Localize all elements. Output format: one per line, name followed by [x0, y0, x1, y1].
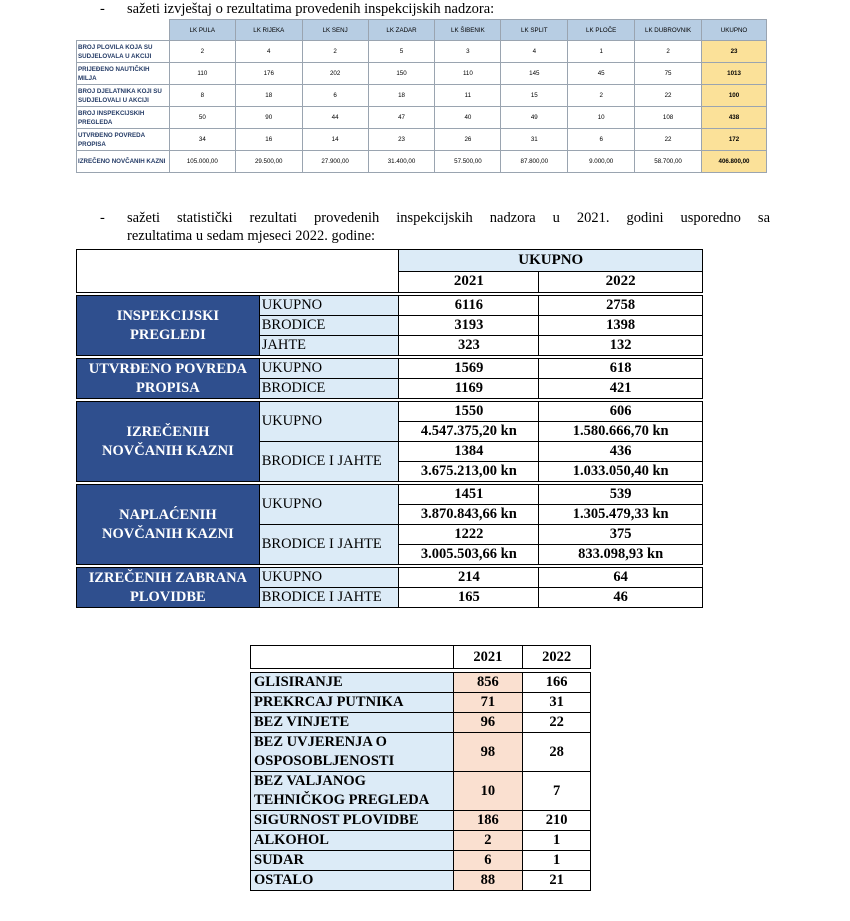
cell-value: 87.800,00 [501, 151, 568, 173]
category-inspekcijski-pregledi [77, 296, 260, 356]
cell-value: 44 [302, 107, 368, 129]
bullet-dash: - [100, 210, 105, 226]
violation-label [251, 693, 454, 713]
statistics-comparison-table [76, 249, 703, 608]
cell-value: 2 [169, 41, 235, 63]
category-line: PREGLEDI [129, 326, 206, 343]
value-2022: 1 [523, 831, 591, 851]
cell-value: 45 [568, 63, 635, 85]
table-row [251, 871, 591, 891]
value-2022: 1398 [539, 316, 703, 336]
cell-value: 23 [368, 129, 435, 151]
row-label: BRODICE [259, 379, 399, 399]
cell-value: 2 [302, 41, 368, 63]
cell-value: 75 [635, 63, 702, 85]
row-label: UTVRĐENO POVREDA PROPISA [77, 129, 170, 151]
row-label: BRODICE I JAHTE [259, 588, 399, 608]
table1-header-harbor: LK ZADAR [368, 20, 435, 41]
table1-header-harbor: LK ŠIBENIK [435, 20, 501, 41]
summary-table-by-harbor [76, 19, 767, 173]
value-2021: 323 [399, 336, 539, 356]
cell-value: 110 [169, 63, 235, 85]
amount-2021: 3.005.503,66 kn [399, 545, 539, 565]
cell-value: 145 [501, 63, 568, 85]
amount-2021: 4.547.375,20 kn [399, 422, 539, 442]
amount-2022: 1.305.479,33 kn [539, 505, 703, 525]
cell-value: 57.500,00 [435, 151, 501, 173]
cell-value: 58.700,00 [635, 151, 702, 173]
category-line: IZREČENIH ZABRANA [88, 569, 248, 586]
value-2021: 186 [453, 811, 523, 831]
cell-value: 1 [568, 41, 635, 63]
value-2022: 421 [539, 379, 703, 399]
bullet-text: sažeti izvještaj o rezultatima provedenih inspekcijskih nadzora: [127, 1, 495, 17]
violation-label-line: SUDAR [254, 852, 304, 868]
table-row [77, 41, 767, 63]
count-2021: 1384 [399, 442, 539, 462]
violation-label-line: OSTALO [254, 872, 314, 888]
row-label: UKUPNO [259, 485, 399, 525]
row-label: UKUPNO [259, 296, 399, 316]
table-row [251, 851, 591, 871]
table-row [251, 713, 591, 733]
value-2022: 618 [539, 359, 703, 379]
table-row [77, 485, 703, 505]
cell-value: 6 [302, 85, 368, 107]
value-2022: 166 [523, 673, 591, 693]
cell-value: 176 [235, 63, 302, 85]
cell-value: 110 [435, 63, 501, 85]
cell-value: 29.500,00 [235, 151, 302, 173]
bullet-intro-2 [100, 210, 770, 246]
bullet-text-line2: rezultatima u sedam mjeseci 2022. godine: [127, 228, 376, 244]
bullet-intro-1 [100, 1, 780, 19]
table-row [77, 359, 703, 379]
table2-year-2021: 2021 [399, 271, 539, 293]
cell-value: 22 [635, 85, 702, 107]
violation-label-line: PREKRCAJ PUTNIKA [254, 694, 404, 710]
table1-header-total: UKUPNO [702, 20, 767, 41]
value-2021: 71 [453, 693, 523, 713]
cell-value: 14 [302, 129, 368, 151]
cell-value: 4 [235, 41, 302, 63]
value-2022: 46 [539, 588, 703, 608]
value-2021: 165 [399, 588, 539, 608]
amount-2022: 1.033.050,40 kn [539, 462, 703, 482]
cell-value: 34 [169, 129, 235, 151]
value-2022: 210 [523, 811, 591, 831]
count-2022: 375 [539, 525, 703, 545]
cell-value: 10 [568, 107, 635, 129]
row-label: BRODICE I JAHTE [259, 442, 399, 482]
amount-2022: 833.098,93 kn [539, 545, 703, 565]
row-label: UKUPNO [259, 568, 399, 588]
table-row [77, 85, 767, 107]
cell-total: 23 [702, 41, 767, 63]
category-line: PROPISA [136, 379, 200, 396]
violation-label [251, 871, 454, 891]
table-row [77, 129, 767, 151]
violation-label-line: ALKOHOL [254, 832, 329, 848]
amount-2021: 3.675.213,00 kn [399, 462, 539, 482]
count-2022: 606 [539, 402, 703, 422]
bullet-text-line1: sažeti statistički rezultati provedenih inspekcijskih nadzora u 2021. godini usporedno sa [127, 210, 770, 226]
table1-header-harbor: LK PULA [169, 20, 235, 41]
category-line: NAPLAĆENIH [119, 506, 217, 523]
count-2021: 1550 [399, 402, 539, 422]
count-2022: 436 [539, 442, 703, 462]
cell-value: 3 [435, 41, 501, 63]
violation-label [251, 673, 454, 693]
violation-label-line: OSPOSOBLJENOSTI [254, 753, 395, 769]
table1-header-harbor: LK RIJEKA [235, 20, 302, 41]
table1-corner [77, 20, 170, 41]
category-line: INSPEKCIJSKI [116, 307, 220, 324]
cell-value: 47 [368, 107, 435, 129]
category-line: NOVČANIH KAZNI [102, 525, 234, 542]
value-2021: 2 [453, 831, 523, 851]
value-2021: 1169 [399, 379, 539, 399]
violation-label-line: BEZ VINJETE [254, 714, 350, 730]
value-2022: 2758 [539, 296, 703, 316]
cell-value: 202 [302, 63, 368, 85]
cell-value: 50 [169, 107, 235, 129]
category-izrecenih-zabrana-plovidbe [77, 568, 260, 608]
count-2021: 1222 [399, 525, 539, 545]
row-label: IZREČENO NOVČANIH KAZNI [77, 151, 170, 173]
row-label: BROJ DJELATNIKA KOJI SU SUDJELOVALI U AKCIJI [77, 85, 170, 107]
violation-label [251, 811, 454, 831]
table2-header-ukupno: UKUPNO [399, 250, 703, 272]
cell-value: 15 [501, 85, 568, 107]
table2-corner [77, 250, 399, 293]
row-label: BRODICE I JAHTE [259, 525, 399, 565]
category-naplacenih-novcanih-kazni [77, 485, 260, 565]
violation-label-line: SIGURNOST PLOVIDBE [254, 812, 419, 828]
violation-label-line: BEZ VALJANOG [254, 773, 366, 789]
cell-value: 108 [635, 107, 702, 129]
cell-total: 406.800,00 [702, 151, 767, 173]
value-2022: 31 [523, 693, 591, 713]
cell-total: 1013 [702, 63, 767, 85]
row-label: UKUPNO [259, 359, 399, 379]
table-row [251, 831, 591, 851]
violation-label [251, 831, 454, 851]
cell-total: 438 [702, 107, 767, 129]
amount-2022: 1.580.666,70 kn [539, 422, 703, 442]
cell-value: 6 [568, 129, 635, 151]
violation-label [251, 713, 454, 733]
count-2021: 1451 [399, 485, 539, 505]
cell-value: 150 [368, 63, 435, 85]
row-label: PRIJEĐENO NAUTIČKIH MILJA [77, 63, 170, 85]
category-line: UTVRĐENO POVREDA [88, 360, 248, 377]
table-row [77, 568, 703, 588]
cell-value: 18 [368, 85, 435, 107]
table-row [77, 107, 767, 129]
category-line: NOVČANIH KAZNI [102, 442, 234, 459]
cell-value: 90 [235, 107, 302, 129]
value-2021: 88 [453, 871, 523, 891]
category-line: IZREČENIH [126, 423, 210, 440]
table2-year-2022: 2022 [539, 271, 703, 293]
value-2021: 96 [453, 713, 523, 733]
table1-header-harbor: LK SPLIT [501, 20, 568, 41]
cell-value: 40 [435, 107, 501, 129]
table-row [251, 693, 591, 713]
amount-2021: 3.870.843,66 kn [399, 505, 539, 525]
value-2022: 7 [523, 772, 591, 811]
table-row [77, 402, 703, 422]
cell-value: 27.900,00 [302, 151, 368, 173]
table-row [251, 733, 591, 772]
cell-value: 31.400,00 [368, 151, 435, 173]
bullet-dash: - [100, 1, 105, 17]
table1-header-harbor: LK PLOČE [568, 20, 635, 41]
value-2021: 1569 [399, 359, 539, 379]
row-label: JAHTE [259, 336, 399, 356]
category-izrecenih-novcanih-kazni [77, 402, 260, 482]
cell-value: 105.000,00 [169, 151, 235, 173]
value-2021: 856 [453, 673, 523, 693]
cell-value: 2 [568, 85, 635, 107]
cell-value: 18 [235, 85, 302, 107]
table3-year-2021: 2021 [453, 646, 523, 669]
value-2022: 22 [523, 713, 591, 733]
cell-value: 26 [435, 129, 501, 151]
table1-header-harbor: LK SENJ [302, 20, 368, 41]
table-row [251, 673, 591, 693]
value-2021: 214 [399, 568, 539, 588]
table3-corner [251, 646, 454, 669]
row-label: BROJ PLOVILA KOJA SU SUDJELOVALA U AKCIJI [77, 41, 170, 63]
table3-year-2022: 2022 [523, 646, 591, 669]
count-2022: 539 [539, 485, 703, 505]
table3-header-row [251, 646, 591, 669]
table-row [251, 772, 591, 811]
cell-value: 22 [635, 129, 702, 151]
violation-label [251, 733, 454, 772]
cell-value: 9.000,00 [568, 151, 635, 173]
value-2022: 132 [539, 336, 703, 356]
table-row [77, 296, 703, 316]
table-row [77, 151, 767, 173]
violation-label [251, 772, 454, 811]
value-2021: 6 [453, 851, 523, 871]
violation-label-line: BEZ UVJERENJA O [254, 734, 387, 750]
row-label: UKUPNO [259, 402, 399, 442]
value-2022: 21 [523, 871, 591, 891]
value-2022: 28 [523, 733, 591, 772]
cell-value: 4 [501, 41, 568, 63]
cell-value: 8 [169, 85, 235, 107]
violation-label-line: TEHNIČKOG PREGLEDA [254, 792, 430, 808]
cell-value: 11 [435, 85, 501, 107]
cell-total: 172 [702, 129, 767, 151]
value-2021: 6116 [399, 296, 539, 316]
value-2022: 64 [539, 568, 703, 588]
row-label: BRODICE [259, 316, 399, 336]
violation-label-line: GLISIRANJE [254, 674, 343, 690]
table-row [251, 811, 591, 831]
cell-total: 100 [702, 85, 767, 107]
value-2021: 98 [453, 733, 523, 772]
cell-value: 31 [501, 129, 568, 151]
row-label: BROJ INSPEKCIJSKIH PREGLEDA [77, 107, 170, 129]
cell-value: 49 [501, 107, 568, 129]
cell-value: 5 [368, 41, 435, 63]
value-2021: 3193 [399, 316, 539, 336]
table1-header-harbor: LK DUBROVNIK [635, 20, 702, 41]
table1-header-row [77, 20, 767, 41]
table2-header-row [77, 250, 703, 272]
cell-value: 16 [235, 129, 302, 151]
violation-label [251, 851, 454, 871]
value-2022: 1 [523, 851, 591, 871]
cell-value: 2 [635, 41, 702, 63]
value-2021: 10 [453, 772, 523, 811]
violations-by-type-table [250, 645, 591, 891]
category-line: PLOVIDBE [129, 588, 206, 605]
category-utvrdeno-povreda-propisa [77, 359, 260, 399]
table-row [77, 63, 767, 85]
